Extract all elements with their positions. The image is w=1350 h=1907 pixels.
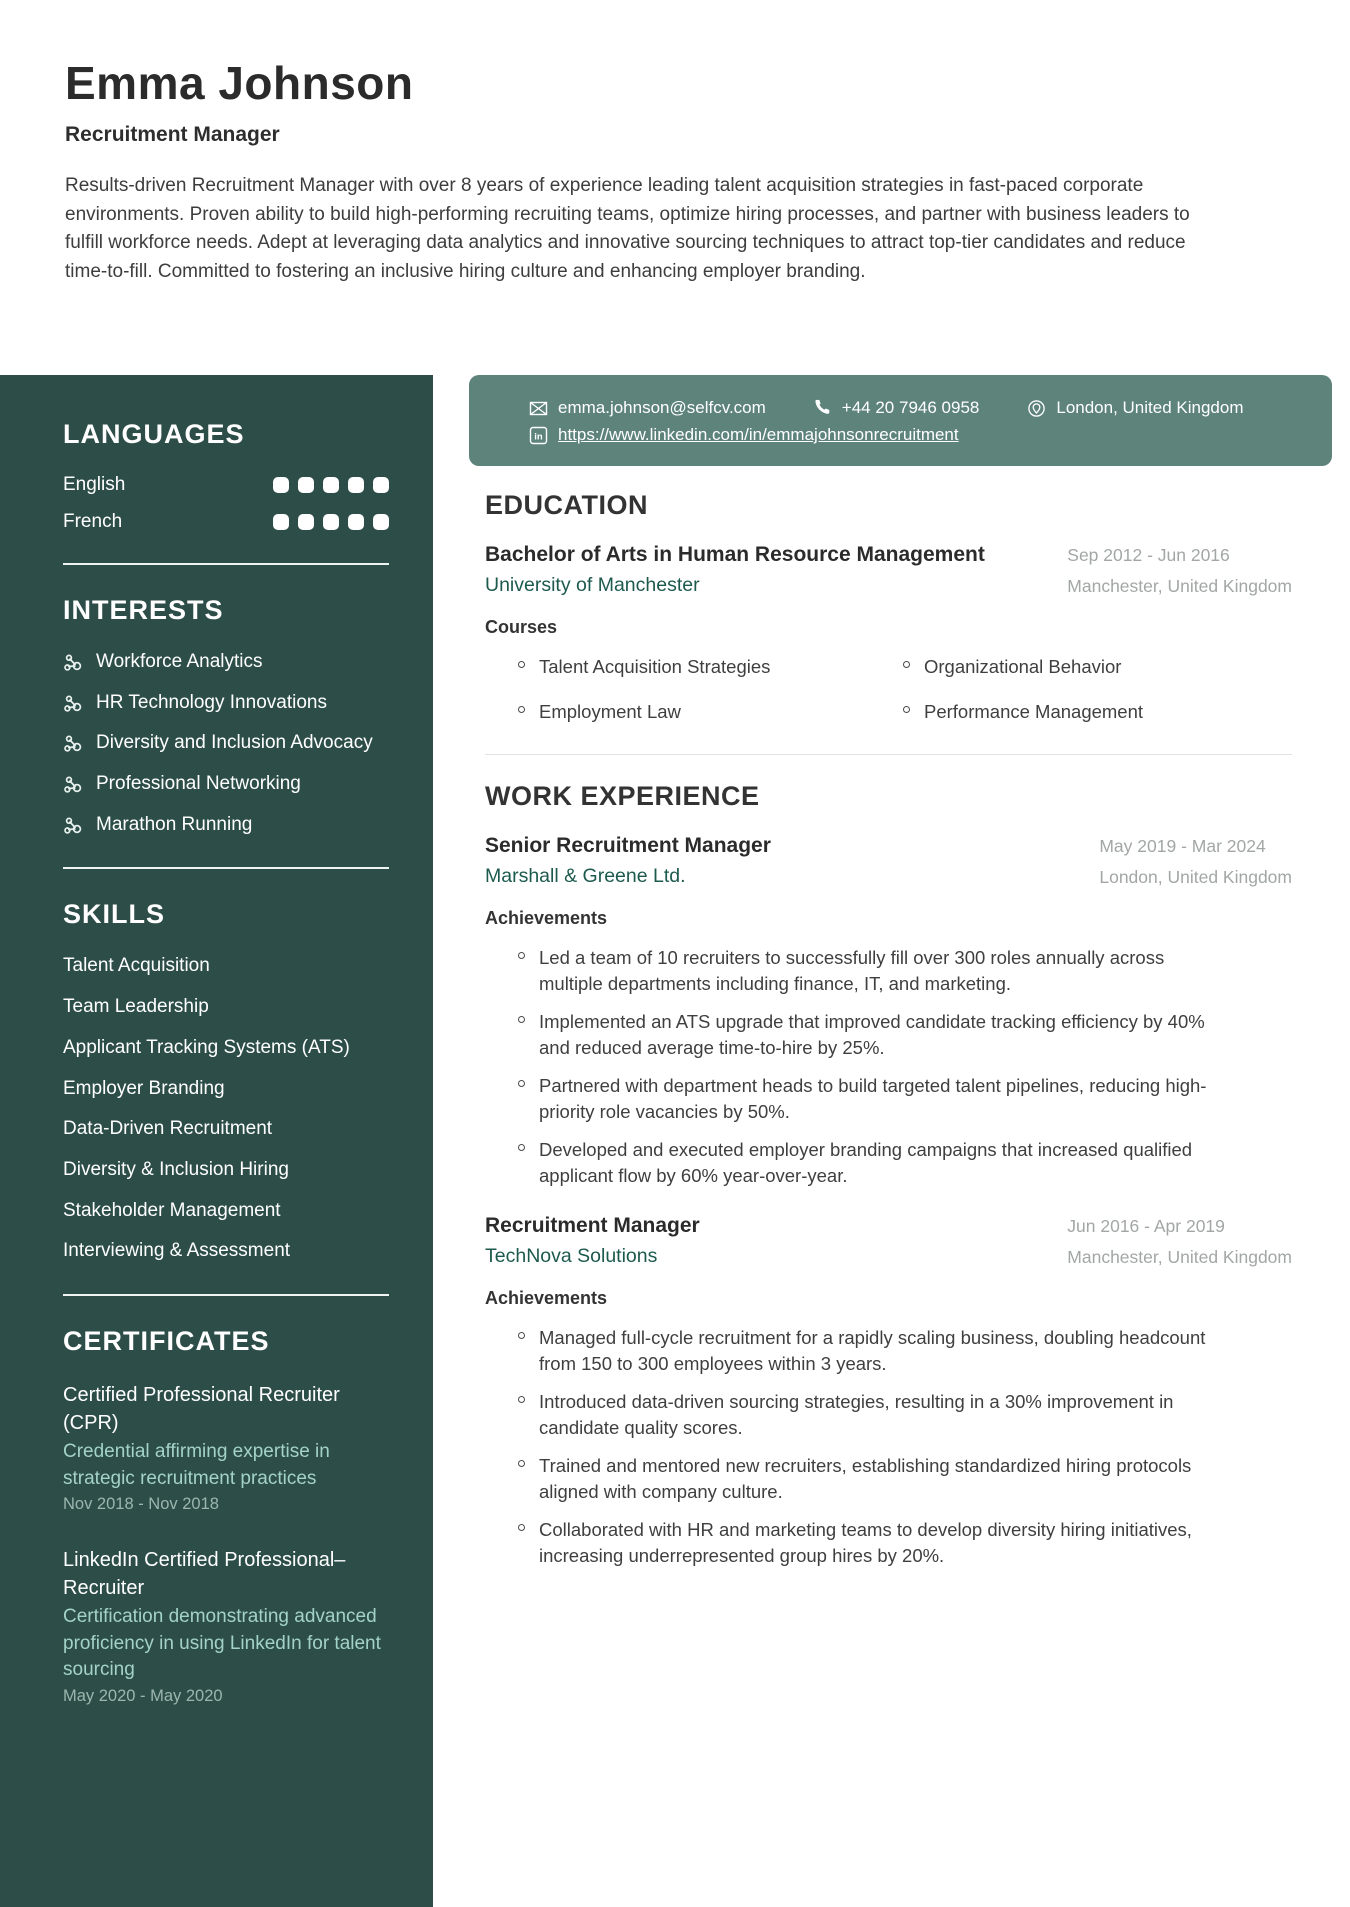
job-entry-right [1067,1214,1292,1268]
language-level-dot [373,477,389,493]
education-entry-header [485,543,1292,597]
achievement-item [518,1453,1292,1504]
bullet-icon [903,661,910,668]
section-divider [485,754,1292,755]
job-entry-left [485,1214,700,1268]
education-section [485,490,1292,724]
interests-section [63,595,389,837]
course-text: Performance Management [924,700,1144,722]
job-entry-left [485,834,771,888]
skill-item: Applicant Tracking Systems (ATS) [63,1036,350,1058]
degree-title: Bachelor of Arts in Human Resource Management [485,543,985,566]
skill-item: Diversity & Inclusion Hiring [63,1158,289,1180]
achievement-item [518,1009,1292,1060]
skill-item: Team Leadership [63,996,209,1018]
person-job-title: Recruitment Manager [65,123,280,146]
achievements-list [485,945,1292,1188]
language-row [63,511,389,533]
achievement-text: Trained and mentored new recruiters, establishing standardized hiring protocols aligned with company culture. [539,1455,1192,1502]
interest-label: Workforce Analytics [96,651,263,672]
map-pin-icon [1027,399,1046,418]
achievement-item [518,1325,1292,1376]
network-nodes-icon [63,694,83,714]
contact-phone [814,398,980,418]
contact-bar [469,375,1332,466]
language-level-dot [348,477,364,493]
certificate-item [63,1546,389,1706]
network-nodes-icon [63,775,83,795]
language-level-dot [323,477,339,493]
certificate-item [63,1381,389,1514]
achievement-text: Led a team of 10 recruiters to successfully fill over 300 roles annually across multiple departments including finance, IT, and marketing. [539,947,1165,994]
job-title: Recruitment Manager [485,1214,700,1238]
language-level-dot [348,514,364,530]
main-content [433,375,1350,1907]
course-text: Talent Acquisition Strategies [539,656,771,677]
school-name: University of Manchester [485,574,700,596]
sidebar [0,375,433,1907]
network-nodes-icon [63,816,83,836]
svg-text:in: in [534,431,543,442]
certificate-description: Certification demonstrating advanced proficiency in using LinkedIn for talent sourcing [63,1606,381,1681]
achievement-text: Developed and executed employer branding campaigns that increased qualified applicant flow by 60% year-over-year. [539,1139,1193,1186]
job-entry-right [1099,834,1292,888]
company-name: TechNova Solutions [485,1245,658,1268]
contact-row [529,398,1312,418]
achievement-text: Introduced data-driven sourcing strategies, resulting in a 30% improvement in candidate quality scores. [539,1391,1174,1438]
certificate-date: May 2020 - May 2020 [63,1686,223,1705]
bullet-icon [518,1332,525,1339]
network-nodes-icon [63,734,83,754]
body-columns [0,375,1350,1907]
language-level-dot [273,514,289,530]
course-item [903,654,1292,680]
interest-label: HR Technology Innovations [96,691,327,713]
courses-label: Courses [485,617,558,637]
contact-email-text: emma.johnson@selfcv.com [558,398,766,417]
achievement-item [518,1517,1292,1568]
job-dates: Jun 2016 - Apr 2019 [1067,1216,1225,1237]
interest-item [63,691,389,716]
sidebar-divider [63,867,389,869]
certificate-name: Certified Professional Recruiter (CPR) [63,1383,340,1434]
bullet-icon [518,1016,525,1023]
phone-icon [814,399,832,417]
language-level-dot [298,477,314,493]
certificate-name: LinkedIn Certified Professional–Recruiter [63,1549,346,1600]
language-level-dot [323,514,339,530]
interest-item [63,813,389,838]
achievement-text: Implemented an ATS upgrade that improved candidate tracking efficiency by 40% and reduced average time-to-hire by 25%. [539,1011,1205,1058]
achievements-list [485,1325,1292,1568]
sidebar-divider [63,1294,389,1296]
course-text: Employment Law [539,700,681,722]
skill-item: Interviewing & Assessment [63,1240,291,1262]
interest-item [63,650,389,675]
course-text: Organizational Behavior [924,656,1122,677]
interests-title: INTERESTS [63,595,224,625]
bullet-icon [518,1460,525,1467]
achievement-item [518,1389,1292,1440]
course-item [903,699,1292,725]
work-experience-section [485,781,1292,1568]
contact-phone-text: +44 20 7946 0958 [841,398,980,417]
achievement-text: Managed full-cycle recruitment for a rapidly scaling business, doubling headcount from 150 to 300 employees within 3 years. [539,1327,1206,1374]
bullet-icon [518,1524,525,1531]
language-level-indicator [273,477,389,493]
work-experience-title: WORK EXPERIENCE [485,781,760,812]
language-name: French [63,511,123,532]
job-entry-header [485,834,1292,888]
header [0,0,1350,375]
language-level-dot [273,477,289,493]
bullet-icon [518,661,525,668]
certificate-date: Nov 2018 - Nov 2018 [63,1495,219,1514]
achievements-label: Achievements [485,908,608,929]
interest-label: Professional Networking [96,773,301,795]
achievement-text: Collaborated with HR and marketing teams to develop diversity hiring initiatives, increasing underrepresented group hires by 20%. [539,1519,1192,1566]
interest-item [63,772,389,797]
achievements-label: Achievements [485,1288,608,1309]
languages-section [63,419,389,533]
job-entry-header [485,1214,1292,1268]
interest-label: Marathon Running [96,813,253,835]
envelope-icon [529,399,548,418]
education-location: Manchester, United Kingdom [1067,576,1292,596]
achievement-item [518,1137,1292,1188]
company-name: Marshall & Greene Ltd. [485,865,686,888]
certificates-section [63,1326,389,1706]
job-location: Manchester, United Kingdom [1067,1247,1292,1268]
education-title: EDUCATION [485,490,648,520]
skill-item: Talent Acquisition [63,955,210,977]
courses-list [485,654,1292,724]
job-entry [485,1214,1292,1568]
bullet-icon [518,1396,525,1403]
contact-email [529,398,766,418]
achievement-item [518,1073,1292,1124]
skill-item: Data-Driven Recruitment [63,1118,273,1140]
bullet-icon [518,1080,525,1087]
bullet-icon [518,1144,525,1151]
contact-location [1027,398,1243,418]
education-dates: Sep 2012 - Jun 2016 [1067,545,1230,565]
skill-item: Stakeholder Management [63,1199,281,1221]
achievement-item [518,945,1292,996]
summary-text: Results-driven Recruitment Manager with over 8 years of experience leading talent acquisition strategies in fast-paced corporate environments. Proven ability to build high-performing recruiting teams, optimize hiring processes, and partner with business leaders to fulfill workforce needs. Adept at leveraging data analytics and innovative sourcing techniques to attract top-tier candidates and reduce time-to-fill. Committed to fostering an inclusive hiring culture and enhancing employer branding. [65,175,1190,282]
job-title: Senior Recruitment Manager [485,834,771,858]
course-item [518,699,903,725]
job-entry [485,834,1292,1188]
achievement-text: Partnered with department heads to build targeted talent pipelines, reducing high-priority role vacancies by 50%. [539,1075,1207,1122]
bullet-icon [518,706,525,713]
certificate-description: Credential affirming expertise in strategic recruitment practices [63,1440,330,1489]
language-row [63,474,389,496]
certificates-title: CERTIFICATES [63,1325,270,1356]
job-location: London, United Kingdom [1099,867,1292,888]
language-level-dot [298,514,314,530]
bullet-icon [903,706,910,713]
contact-row [529,425,1312,445]
languages-title: LANGUAGES [63,419,245,449]
job-dates: May 2019 - Mar 2024 [1099,836,1266,857]
linkedin-link[interactable]: https://www.linkedin.com/in/emmajohnsonrecruitment [558,425,959,444]
interest-label: Diversity and Inclusion Advocacy [96,732,373,754]
language-level-dot [373,514,389,530]
language-level-indicator [273,514,389,530]
skills-section [63,899,389,1264]
linkedin-icon [529,426,548,445]
skills-title: SKILLS [63,899,166,930]
interest-item [63,731,389,756]
contact-location-text: London, United Kingdom [1056,398,1244,417]
course-item [518,654,903,680]
network-nodes-icon [63,653,83,673]
sidebar-divider [63,563,389,565]
contact-linkedin [529,425,959,445]
education-entry-right [1067,543,1292,597]
bullet-icon [518,952,525,959]
language-name: English [63,474,126,495]
skill-item: Employer Branding [63,1077,225,1099]
education-entry-left [485,543,985,597]
person-name: Emma Johnson [65,57,414,109]
